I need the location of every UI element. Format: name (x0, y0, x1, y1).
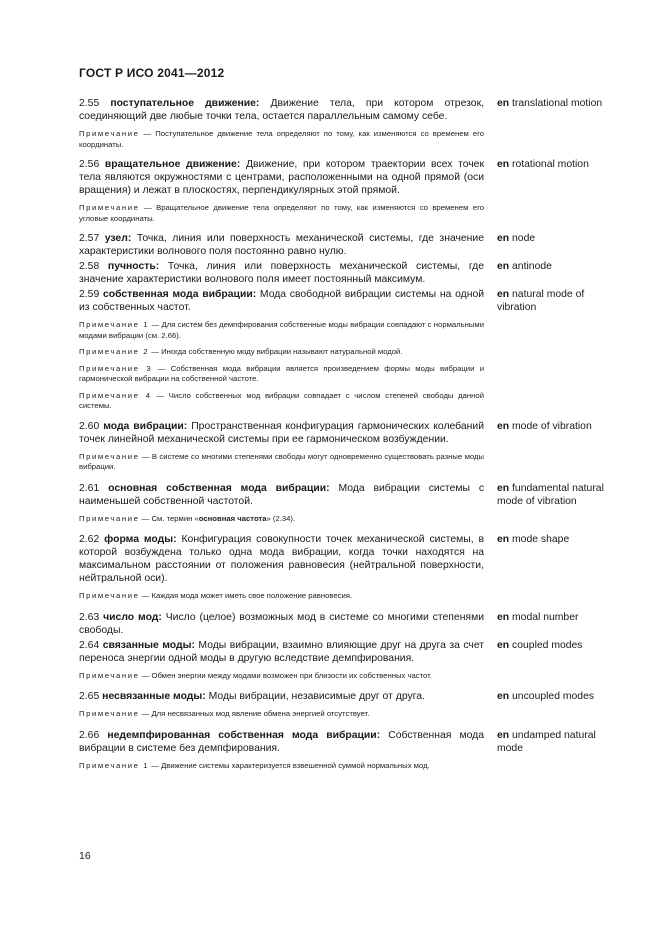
term-note (79, 203, 484, 224)
term-entry-2-56 (79, 158, 619, 197)
english-term: coupled modes (512, 639, 583, 651)
term-name: форма моды: (104, 534, 177, 545)
note-label: Примечание (79, 670, 140, 680)
page-number: 16 (79, 850, 91, 862)
note-text: — Иногда собственную моду вибрации называют натуральной модой. (151, 347, 403, 356)
note-label: Примечание 1 (79, 760, 150, 770)
term-entry-2-63 (79, 611, 619, 637)
term-name: основная собственная мода вибрации: (108, 482, 330, 494)
term-name: пучность: (107, 261, 160, 272)
language-tag: en (497, 639, 510, 651)
note-text: — Для несвязанных мод явление обмена энергией отсутствует. (141, 709, 370, 718)
term-definition: Пространственная конфигурация гармонических колебаний точек линейной механической системы при ее гармоническом возбуждении. (79, 420, 485, 445)
term-note (79, 452, 484, 473)
note-label: Примечание (79, 451, 140, 461)
term-name: число мод: (103, 611, 162, 623)
note-text: — Обмен энергии между модами возможен при близости их собственных частот. (141, 670, 432, 680)
english-term: rotational motion (512, 159, 589, 170)
note-text: — Движение системы характеризуется взвешенной суммой нормальных мод. (151, 760, 430, 770)
term-entry-2-60 (79, 420, 619, 446)
note-text: — Поступательное движение тела определяют по тому, как изменяются со временем его координаты. (79, 129, 484, 149)
note-label: Примечание (79, 129, 140, 138)
term-definition: Конфигурация совокупности точек механической системы, в которой возбуждена только одна мода вибрации, когда точки находятся на максимальном расстоянии от положения равновесия (нейтральной поверхности, нейтральной оси). (79, 534, 485, 584)
term-number: 2.58 (79, 261, 100, 272)
language-tag: en (497, 98, 510, 109)
term-definition: Движение, при котором траектории всех точек тела являются окружностями с центрами, расположенными на одной прямой (оси вращения) и лежат в плоскостях, перпендикулярных этой прямой. (79, 159, 484, 196)
note-label: Примечание 1 (79, 320, 150, 329)
term-definition: Точка, линия или поверхность механической системы, где значение характеристики волнового поля имеет постоянный максимум. (79, 261, 484, 285)
english-term: natural mode of vibration (497, 289, 585, 313)
term-entry-2-58 (79, 260, 619, 286)
term-entry-2-66 (79, 729, 619, 755)
language-tag: en (497, 611, 510, 623)
term-definition: Собственная мода вибрации в системе без демпфирования. (79, 729, 484, 754)
term-number: 2.66 (79, 729, 100, 741)
term-number: 2.62 (79, 534, 100, 545)
term-note (79, 320, 484, 341)
english-term: antinode (512, 261, 552, 272)
term-note (79, 761, 484, 772)
term-note (79, 591, 484, 602)
term-number: 2.55 (79, 98, 100, 109)
term-name: узел: (104, 233, 132, 244)
note-text: — Для систем без демпфирования собственные моды вибрации совпадают с нормальными модами вибрации (см. 2.66). (79, 320, 484, 340)
note-label: Примечание (79, 513, 140, 523)
term-name: недемпфированная собственная мода вибрации: (107, 729, 381, 741)
english-term: undamped natural mode (497, 729, 596, 754)
term-name: связанные моды: (102, 639, 195, 651)
english-term: uncoupled modes (512, 691, 595, 702)
note-label: Примечание 4 (79, 390, 152, 400)
term-note (79, 514, 484, 525)
language-tag: en (497, 691, 510, 702)
terms-content (79, 97, 619, 771)
term-number: 2.56 (79, 159, 100, 170)
term-note (79, 709, 484, 720)
term-number: 2.60 (79, 420, 100, 432)
english-term: node (512, 233, 536, 244)
language-tag: en (497, 261, 510, 272)
term-definition: Мода вибрации системы с наименьшей собственной частотой. (79, 482, 485, 507)
term-definition: Моды вибрации, независимые друг от друга. (208, 691, 425, 702)
note-label: Примечание 3 (79, 363, 153, 373)
note-text: — Каждая мода может иметь свое положение равновесия. (141, 591, 353, 600)
note-label: Примечание 2 (79, 347, 150, 356)
english-term: mode shape (512, 534, 570, 545)
term-definition: Моды вибрации, взаимно влияющие друг на друга за счет переноса энергии одной моды в другую вследствие демпфирования. (79, 639, 485, 664)
english-term: translational motion (512, 98, 603, 109)
term-name: вращательное движение: (104, 159, 241, 170)
term-number: 2.65 (79, 691, 100, 702)
term-name: поступательное движение: (110, 98, 260, 109)
term-number: 2.61 (79, 482, 100, 494)
term-entry-2-62 (79, 533, 619, 585)
term-definition: Точка, линия или поверхность механической системы, где значение характеристики волнового поля постоянно равно нулю. (79, 233, 485, 257)
language-tag: en (497, 482, 510, 494)
english-term: fundamental natural mode of vibration (497, 482, 604, 507)
term-name: мода вибрации: (103, 420, 188, 432)
note-label: Примечание (79, 591, 140, 600)
term-entry-2-57 (79, 232, 619, 258)
term-number: 2.59 (79, 289, 100, 300)
term-entry-2-65 (79, 690, 619, 703)
term-definition: Мода свободной вибрации системы на одной из собственных частот. (79, 289, 485, 313)
term-entry-2-61 (79, 482, 619, 508)
language-tag: en (497, 289, 510, 300)
term-note (79, 347, 484, 358)
note-label: Примечание (79, 709, 140, 718)
english-term: mode of vibration (512, 420, 592, 432)
language-tag: en (497, 233, 510, 244)
note-referenced-term: основная частота (198, 513, 267, 523)
document-header: ГОСТ Р ИСО 2041—2012 (79, 66, 225, 80)
note-text: — Число собственных мод вибрации совпадает с числом степеней свободы данной системы. (79, 390, 484, 410)
note-text-suffix: » (2.34). (266, 513, 296, 523)
term-note (79, 129, 484, 150)
term-name: несвязанные моды: (102, 691, 206, 702)
term-definition: Движение тела, при котором отрезок, соединяющий две любые точки тела, остается параллельным самому себе. (79, 98, 484, 122)
term-name: собственная мода вибрации: (102, 289, 257, 300)
note-text: — В системе со многими степенями свободы могут одновременно существовать разные моды вибрации. (79, 451, 485, 471)
term-note (79, 364, 484, 385)
term-entry-2-59 (79, 288, 619, 314)
note-label: Примечание (79, 203, 140, 212)
english-term: modal number (512, 611, 579, 623)
term-entry-2-55 (79, 97, 619, 123)
term-number: 2.63 (79, 611, 100, 623)
term-number: 2.64 (79, 639, 100, 651)
term-number: 2.57 (79, 233, 100, 244)
term-note (79, 391, 484, 412)
language-tag: en (497, 420, 510, 432)
term-entry-2-64 (79, 639, 619, 665)
term-definition: Число (целое) возможных мод в системе со многими степенями свободы. (79, 611, 485, 636)
term-note (79, 671, 484, 682)
note-text: — Вращательное движение тела определяют по тому, как изменяются со временем его угловые координаты. (79, 203, 484, 223)
note-text-prefix: — См. термин « (141, 513, 199, 523)
language-tag: en (497, 729, 510, 741)
language-tag: en (497, 534, 510, 545)
note-text: — Собственная мода вибрации является произведением формы моды вибрации и гармонической вибрации на собственной частоте. (79, 363, 485, 383)
language-tag: en (497, 159, 510, 170)
